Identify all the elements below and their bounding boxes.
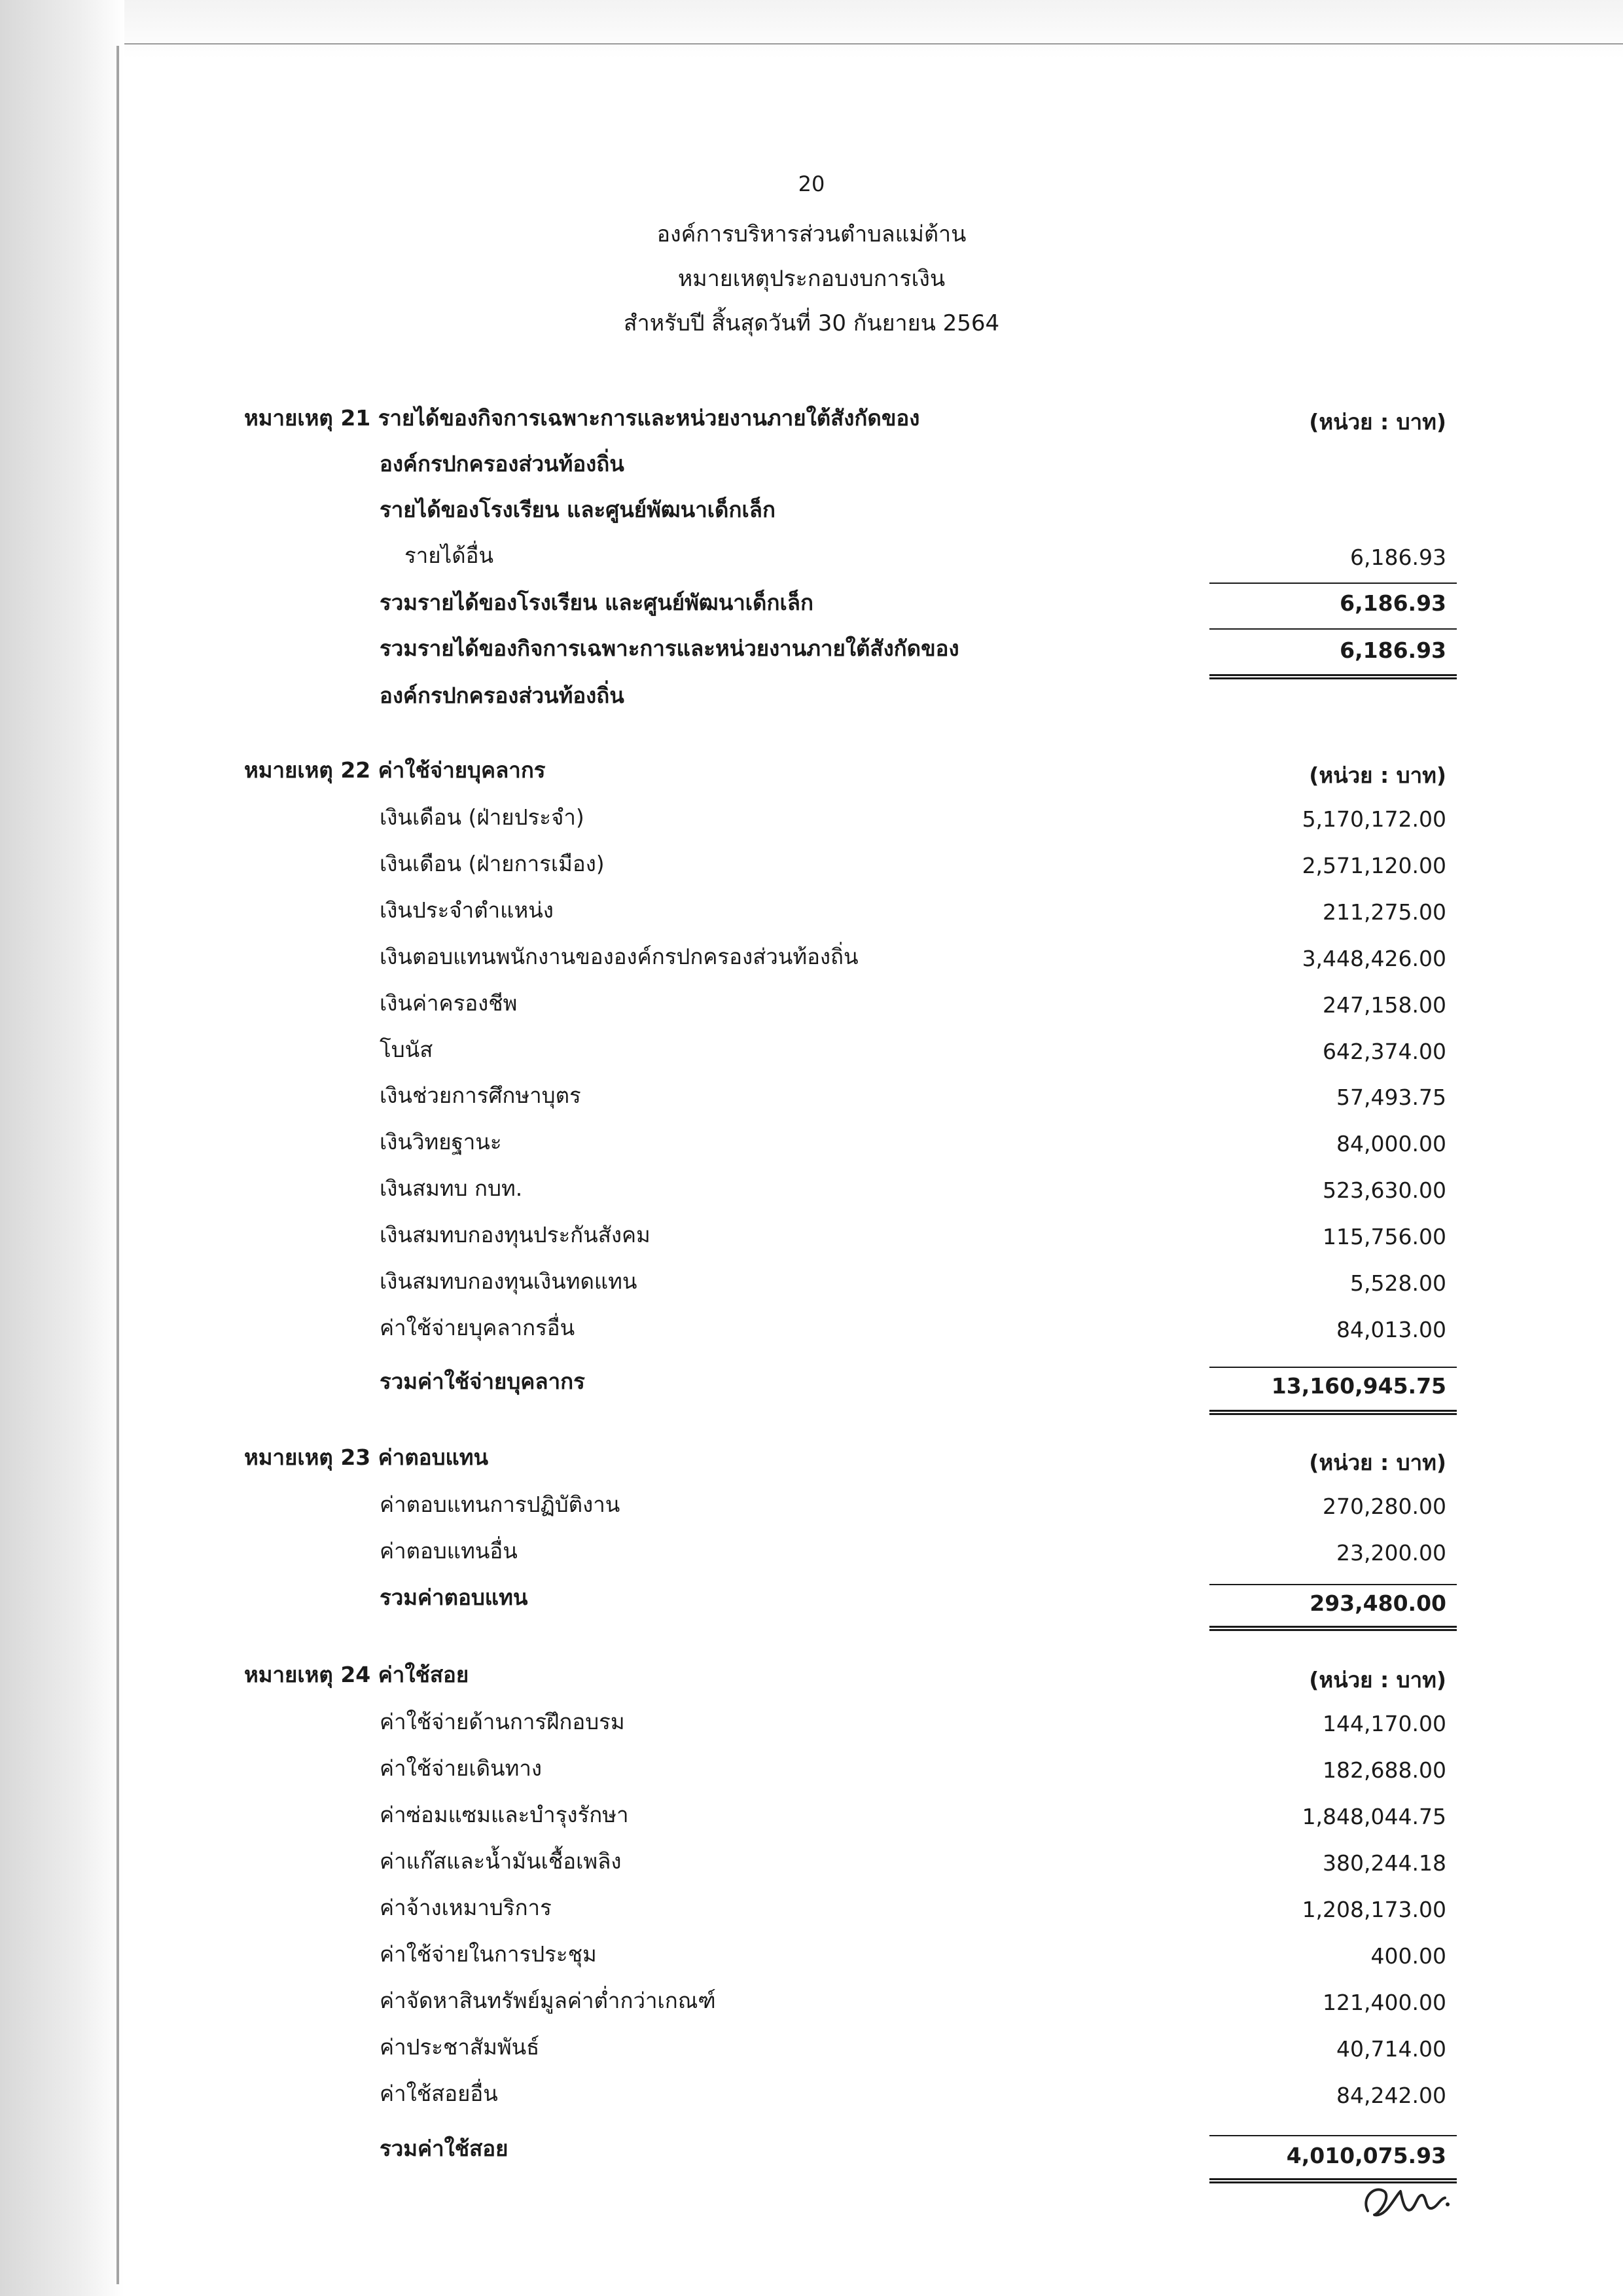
note-23-total-value: 293,480.00	[1310, 1590, 1446, 1616]
line-item-value: 270,280.00	[1323, 1494, 1446, 1519]
page-number: 20	[798, 171, 825, 196]
note-21-unit: (หน่วย : บาท)	[1309, 409, 1446, 435]
line-item-value: 182,688.00	[1323, 1757, 1446, 1783]
line-item-label: เงินเดือน (ฝ่ายประจำ)	[380, 804, 584, 830]
note-23-unit: (หน่วย : บาท)	[1309, 1450, 1446, 1475]
note-23-total-double-rule	[1209, 1626, 1457, 1631]
note-21-title-cont: องค์กรปกครองส่วนท้องถิ่น	[380, 451, 624, 476]
line-item-value: 523,630.00	[1323, 1177, 1446, 1204]
line-item-label: ค่าใช้จ่ายด้านการฝึกอบรม	[380, 1709, 625, 1734]
line-item-label: เงินสมทบกองทุนเงินทดแทน	[380, 1268, 637, 1294]
line-item-label: ค่าแก๊สและน้ำมันเชื้อเพลิง	[380, 1848, 622, 1874]
line-item-label: เงินค่าครองชีพ	[380, 990, 518, 1016]
document-title: หมายเหตุประกอบงบการเงิน	[677, 266, 946, 292]
line-item-value: 57,493.75	[1336, 1085, 1446, 1111]
note-24-total-label: รวมค่าใช้สอย	[380, 2136, 508, 2161]
line-item-value: 115,756.00	[1323, 1224, 1446, 1250]
line-item-value: 5,528.00	[1350, 1270, 1446, 1296]
line-item-value: 1,208,173.00	[1302, 1897, 1446, 1922]
note-24-total-value: 4,010,075.93	[1286, 2143, 1446, 2168]
note-21-total-double-rule	[1209, 674, 1457, 679]
note-21-subtotal-label: รวมรายได้ของโรงเรียน และศูนย์พัฒนาเด็กเล็ก	[380, 590, 813, 615]
organization-name: องค์การบริหารส่วนตำบลแม่ต้าน	[656, 221, 967, 247]
line-item-label: เงินวิทยฐานะ	[380, 1129, 502, 1155]
scan-binding-shadow	[0, 0, 124, 2296]
line-item-label: ค่าใช้จ่ายเดินทาง	[380, 1755, 542, 1781]
line-item-label: ค่าประชาสัมพันธ์	[380, 2034, 540, 2060]
note-21-item-rule	[1209, 583, 1457, 584]
line-item-value: 84,000.00	[1336, 1131, 1446, 1157]
line-item-label: ค่าตอบแทนการปฏิบัติงาน	[380, 1492, 620, 1517]
line-item-value: 380,244.18	[1323, 1850, 1446, 1876]
line-item-label: เงินประจำตำแหน่ง	[380, 897, 554, 923]
line-item-label: เงินสมทบ กบท.	[380, 1175, 523, 1202]
line-item-label: เงินเดือน (ฝ่ายการเมือง)	[380, 850, 605, 876]
line-item-label: ค่าใช้จ่ายบุคลากรอื่น	[380, 1314, 575, 1340]
note-22-total-value: 13,160,945.75	[1271, 1373, 1446, 1399]
note-23-title: หมายเหตุ 23 ค่าตอบแทน	[244, 1444, 489, 1470]
line-item-value: 5,170,172.00	[1302, 806, 1446, 832]
scan-top-line	[0, 43, 1623, 45]
line-item-label: ค่าจ้างเหมาบริการ	[380, 1895, 552, 1920]
note-21-total-label: รวมรายได้ของกิจการเฉพาะการและหน่วยงานภายใต้สังกัดของ	[380, 636, 959, 661]
line-item-value: 40,714.00	[1336, 2036, 1446, 2062]
line-item-value: 211,275.00	[1323, 899, 1446, 925]
note-24-unit: (หน่วย : บาท)	[1309, 1667, 1446, 1693]
note-21-item-label: รายได้อื่น	[404, 543, 493, 568]
line-item-value: 642,374.00	[1323, 1038, 1446, 1064]
line-item-value: 84,013.00	[1336, 1316, 1446, 1342]
line-item-label: ค่าจัดหาสินทรัพย์มูลค่าต่ำกว่าเกณฑ์	[380, 1988, 716, 2013]
line-item-value: 84,242.00	[1336, 2083, 1446, 2108]
note-23-total-label: รวมค่าตอบแทน	[380, 1585, 528, 1610]
scan-top-shadow	[0, 0, 1623, 59]
note-21-item-value: 6,186.93	[1350, 545, 1446, 570]
note-22-total-rule	[1209, 1367, 1457, 1368]
line-item-value: 247,158.00	[1323, 992, 1446, 1018]
note-21-total-value: 6,186.93	[1340, 637, 1446, 663]
note-21-subtotal-rule	[1209, 628, 1457, 630]
note-21-title: หมายเหตุ 21 รายได้ของกิจการเฉพาะการและหน่วยงานภายใต้สังกัดของ	[244, 405, 920, 431]
note-21-subheading: รายได้ของโรงเรียน และศูนย์พัฒนาเด็กเล็ก	[380, 497, 776, 522]
line-item-label: ค่าตอบแทนอื่น	[380, 1538, 518, 1564]
note-22-unit: (หน่วย : บาท)	[1309, 762, 1446, 788]
note-23-total-rule	[1209, 1584, 1457, 1585]
line-item-value: 1,848,044.75	[1302, 1804, 1446, 1829]
line-item-value: 23,200.00	[1336, 1540, 1446, 1566]
note-22-title: หมายเหตุ 22 ค่าใช้จ่ายบุคลากร	[244, 757, 546, 783]
line-item-value: 3,448,426.00	[1302, 945, 1446, 971]
line-item-label: เงินตอบแทนพนักงานขององค์กรปกครองส่วนท้องถิ่น	[380, 943, 859, 969]
line-item-value: 121,400.00	[1323, 1990, 1446, 2015]
note-24-title: หมายเหตุ 24 ค่าใช้สอย	[244, 1662, 469, 1687]
line-item-value: 2,571,120.00	[1302, 852, 1446, 878]
signature-mark	[1355, 2172, 1453, 2231]
line-item-label: เงินสมทบกองทุนประกันสังคม	[380, 1222, 651, 1248]
note-21-subtotal-value: 6,186.93	[1340, 590, 1446, 616]
line-item-value: 144,170.00	[1323, 1711, 1446, 1736]
reporting-period: สำหรับปี สิ้นสุดวันที่ 30 กันยายน 2564	[623, 310, 1000, 336]
line-item-label: ค่าซ่อมแซมและบำรุงรักษา	[380, 1802, 629, 1827]
line-item-label: ค่าใช้สอยอื่น	[380, 2081, 498, 2106]
line-item-label: โบนัส	[380, 1036, 433, 1062]
note-22-total-double-rule	[1209, 1410, 1457, 1415]
line-item-value: 400.00	[1370, 1943, 1446, 1969]
note-21-total-label-cont: องค์กรปกครองส่วนท้องถิ่น	[380, 683, 624, 708]
note-22-total-label: รวมค่าใช้จ่ายบุคลากร	[380, 1369, 585, 1394]
note-24-total-rule	[1209, 2135, 1457, 2136]
line-item-label: ค่าใช้จ่ายในการประชุม	[380, 1941, 597, 1967]
scan-binding-edge	[116, 46, 119, 2284]
line-item-label: เงินช่วยการศึกษาบุตร	[380, 1083, 581, 1109]
